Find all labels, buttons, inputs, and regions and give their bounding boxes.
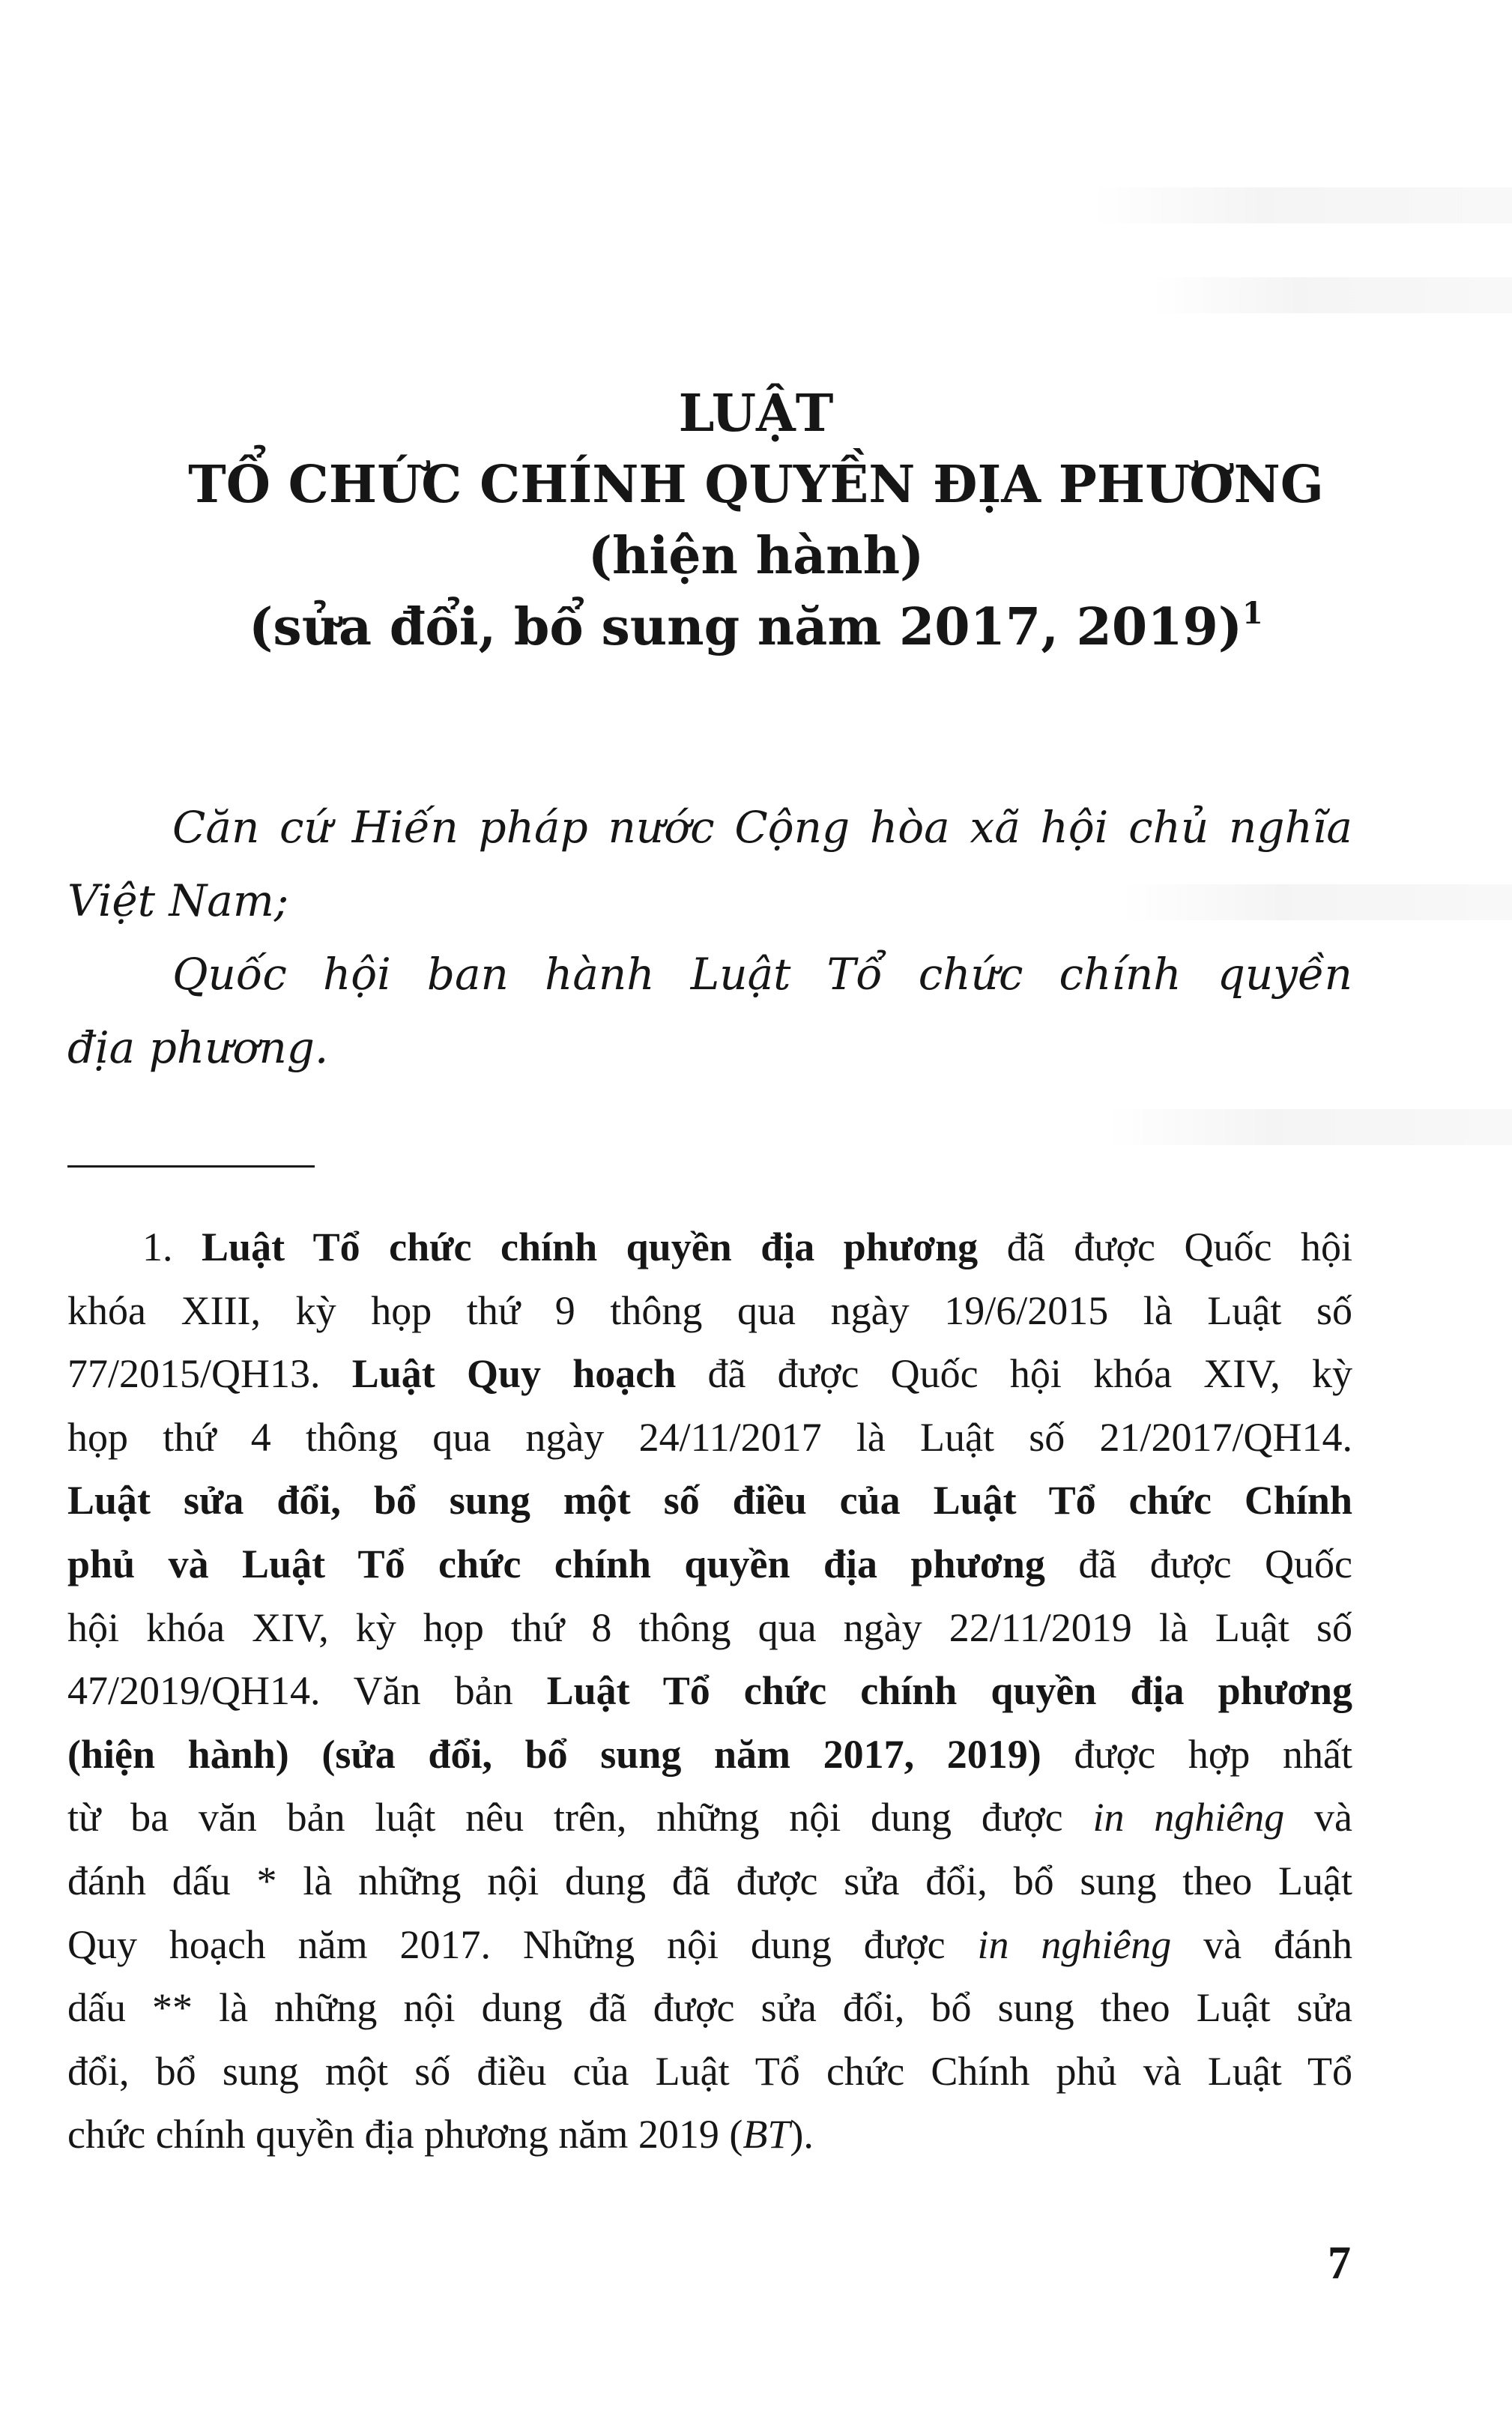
footnote-line (67, 1532, 1352, 1596)
footnote-separator (67, 1165, 315, 1168)
footnote-line (67, 1976, 1352, 2040)
footnote-text: khóa XIII, kỳ họp thứ 9 thông qua ngày 19/6/2015 là Luật số (67, 1287, 1352, 1333)
footnote-line (67, 1406, 1352, 1470)
footnote-line (67, 1849, 1352, 1913)
law-name-bold: Luật sửa đổi, bổ sung một số điều của Luật Tổ chức Chính (67, 1478, 1352, 1523)
title-line-2: TỔ CHỨC CHÍNH QUYỀN ĐỊA PHƯƠNG (188, 455, 1324, 515)
footnote-line (67, 1216, 1352, 1279)
bleed-through-shadow (1092, 187, 1512, 223)
footnote-text: 47/2019/QH14. Văn bản (67, 1668, 547, 1714)
footnote-text: họp thứ 4 thông qua ngày 24/11/2017 là Luật số 21/2017/QH14. (67, 1414, 1352, 1460)
italic-emphasis: in nghiêng (977, 1921, 1172, 1967)
footnote-text: đã được Quốc (1044, 1541, 1352, 1586)
law-name-bold: Luật Tổ chức chính quyền địa phương (546, 1668, 1352, 1714)
italic-emphasis: in nghiêng (1092, 1795, 1285, 1840)
footnote-number: 1. (142, 1224, 202, 1269)
footnote-line (67, 1596, 1352, 1660)
law-title (0, 378, 1512, 663)
title-line-4 (0, 592, 1512, 663)
footnote-text: 77/2015/QH13. (67, 1351, 352, 1397)
footnote-line (67, 2103, 1352, 2166)
footnote-line (67, 1723, 1352, 1787)
title-line-4-text: (sửa đổi, bổ sung năm 2017, 2019) (249, 597, 1242, 657)
law-name-bold: Luật Tổ chức chính quyền địa phương (202, 1224, 979, 1269)
preamble-line: Quốc hội ban hành Luật Tổ chức chính quyền (172, 949, 1352, 1000)
footnote-text: từ ba văn bản luật nêu trên, những nội dung được (67, 1795, 1093, 1840)
footnote-line (67, 1913, 1352, 1977)
footnote-text: và (1284, 1795, 1352, 1840)
footnote-line (67, 1279, 1352, 1343)
footnote-line (67, 2040, 1352, 2104)
footnote-text: và đánh (1171, 1921, 1352, 1967)
footnote-reference: 1 (1242, 596, 1263, 631)
footnote-text: đã được Quốc hội khóa XIV, kỳ (676, 1351, 1352, 1397)
bleed-through-shadow (1152, 277, 1512, 313)
footnote-text: ). (790, 2112, 814, 2157)
preamble-line: Việt Nam; (67, 875, 289, 926)
footnote-text: đã được Quốc hội (978, 1224, 1352, 1269)
law-name-bold: phủ và Luật Tổ chức chính quyền địa phương (67, 1541, 1045, 1586)
page-number: 7 (1328, 2238, 1351, 2289)
footnote-line (67, 1342, 1352, 1406)
footnote-line (67, 1469, 1352, 1532)
footnote-text: đổi, bổ sung một số điều của Luật Tổ chức Chính phủ và Luật Tổ (67, 2048, 1352, 2094)
italic-emphasis: BT (743, 2112, 790, 2157)
footnote-text: được hợp nhất (1041, 1731, 1352, 1777)
footnote (67, 1216, 1352, 2166)
footnote-line (67, 1659, 1352, 1723)
preamble-line: địa phương. (67, 1022, 329, 1073)
footnote-text: Quy hoạch năm 2017. Những nội dung được (67, 1921, 978, 1967)
title-line-3: (hiện hành) (587, 526, 925, 586)
footnote-text: chức chính quyền địa phương năm 2019 ( (67, 2112, 743, 2157)
preamble-line: Căn cứ Hiến pháp nước Cộng hòa xã hội chủ nghĩa (172, 802, 1352, 853)
title-line-1: LUẬT (678, 384, 834, 444)
footnote-line (67, 1786, 1352, 1849)
footnote-text: đánh dấu * là những nội dung đã được sửa đổi, bổ sung theo Luật (67, 1858, 1352, 1903)
footnote-text: dấu ** là những nội dung đã được sửa đổi, bổ sung theo Luật sửa (67, 1985, 1352, 2031)
footnote-text: hội khóa XIV, kỳ họp thứ 8 thông qua ngày 22/11/2019 là Luật số (67, 1604, 1352, 1650)
law-name-bold: Luật Quy hoạch (351, 1351, 677, 1397)
preamble (67, 791, 1352, 1084)
law-name-bold: (hiện hành) (sửa đổi, bổ sung năm 2017, 2019) (67, 1731, 1041, 1777)
bleed-through-shadow (1107, 1109, 1512, 1145)
